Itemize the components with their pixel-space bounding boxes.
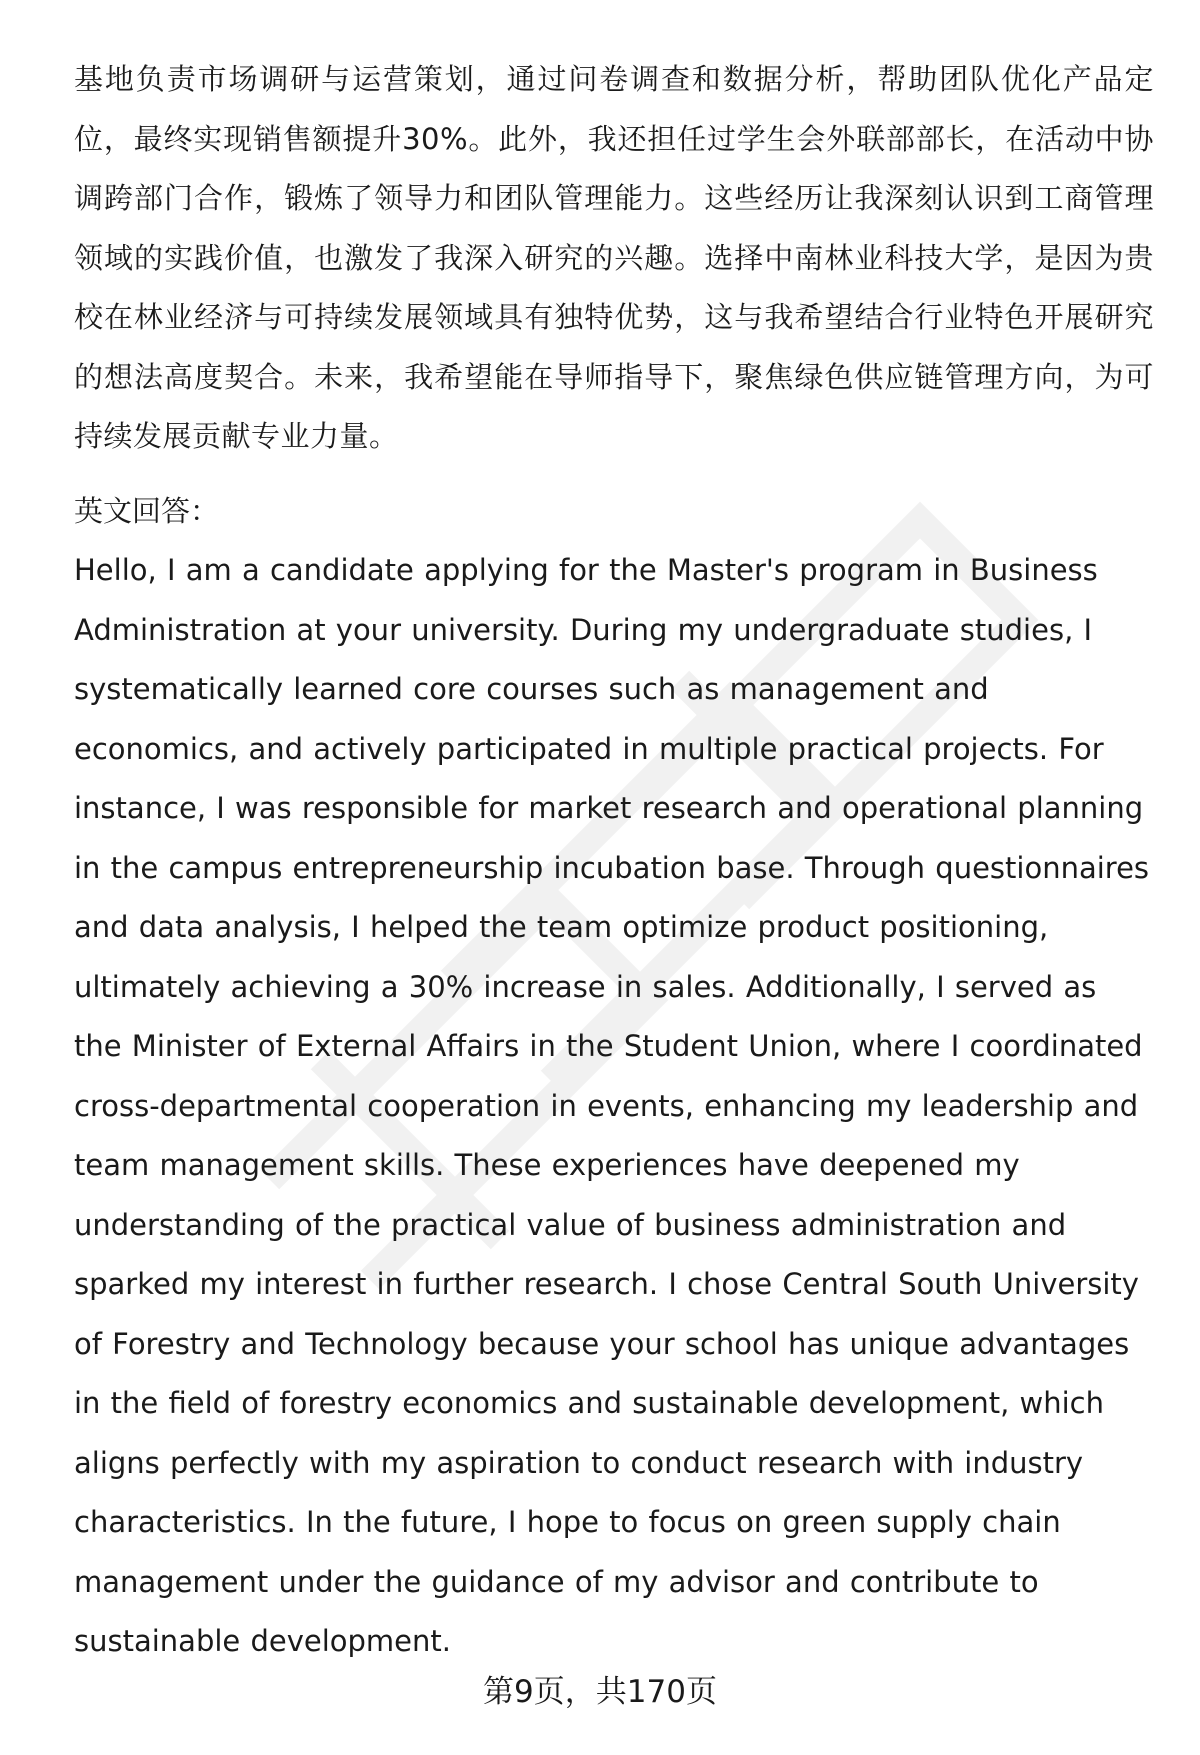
english-answer-paragraph: Hello, I am a candidate applying for the Master's program in Business Administration at your university. During my undergraduate studies, I systematically learned core courses such as management and economics, and actively participated in multiple practical projects. For instance, I was responsible for market research and operational planning in the campus entrepreneurship incubation base. Through questionnaires and data analysis, I helped the team optimize product positioning, ultimately achieving a 30% increase in sales. Additionally, I served as the Minister of External Affairs in the Student Union, where I coordinated cross-departmental cooperation in events, enhancing my leadership and team management skills. These experiences have deepened my understanding of the practical value of business administration and sparked my interest in further research. I chose Central South University of Forestry and Technology because your school has unique advantages in the field of forestry economics and sustainable development, which aligns perfectly with my aspiration to conduct research with industry characteristics. In the future, I hope to focus on green supply chain management under the guidance of my advisor and contribute to sustainable development. bbox=[74, 553, 1150, 1658]
english-answer-label: 英文回答： bbox=[74, 493, 220, 528]
page-number-footer: 第9页，共170页 bbox=[483, 1674, 717, 1710]
document-content bbox=[74, 50, 1154, 1672]
chinese-answer-paragraph: 基地负责市场调研与运营策划，通过问卷调查和数据分析，帮助团队优化产品定位，最终实现销售额提升30%。此外，我还担任过学生会外联部部长，在活动中协调跨部门合作，锻炼了领导力和团队管理能力。这些经历让我深刻认识到工商管理领域的实践价值，也激发了我深入研究的兴趣。选择中南林业科技大学，是因为贵校在林业经济与可持续发展领域具有独特优势，这与我希望结合行业特色开展研究的想法高度契合。未来，我希望能在导师指导下，聚焦绿色供应链管理方向，为可持续发展贡献专业力量。 bbox=[74, 62, 1154, 453]
